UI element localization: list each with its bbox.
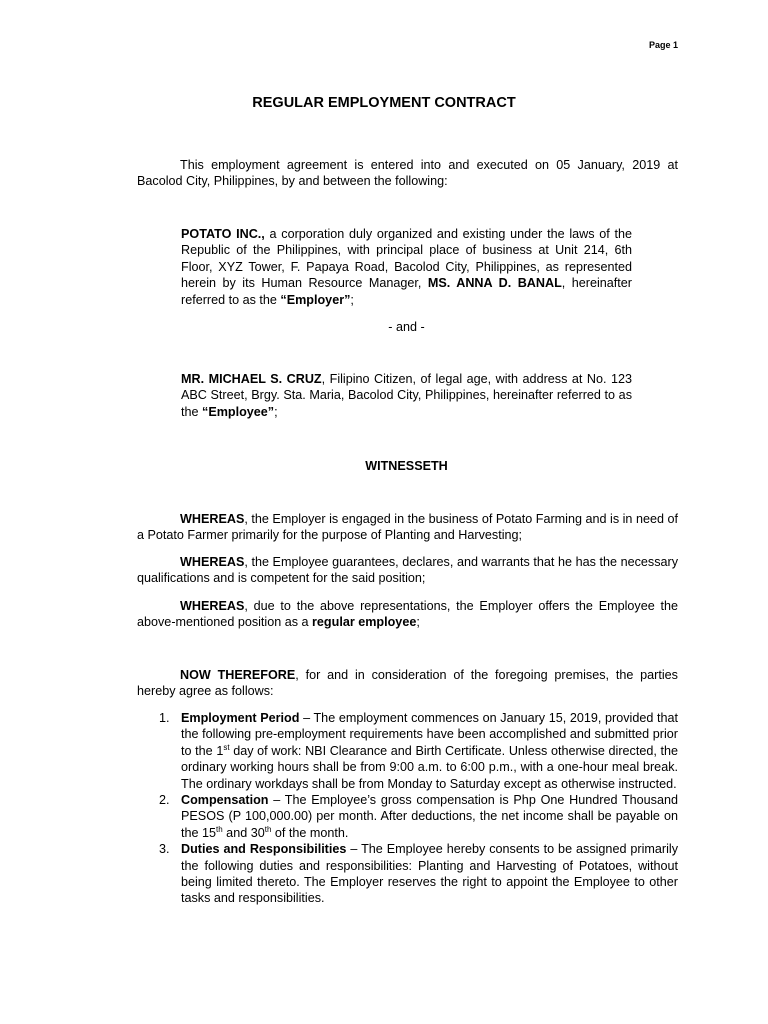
document-title: REGULAR EMPLOYMENT CONTRACT	[252, 95, 516, 111]
term-item-duties	[159, 841, 678, 907]
term-heading: Compensation	[181, 793, 269, 808]
whereas-lead: WHEREAS	[180, 555, 245, 569]
term-item-employment-period	[159, 710, 678, 792]
now-therefore-paragraph	[137, 667, 678, 700]
whereas-text: , the Employee guarantees, declares, and warrants that he has the necessary qualifications and is competent for the said position;	[137, 555, 678, 586]
term-number: 3.	[159, 842, 170, 857]
term-text-continued: and 30	[222, 825, 265, 840]
whereas-lead: WHEREAS	[180, 512, 245, 526]
employer-reference-text: , hereinafter referred to as the	[181, 276, 632, 307]
employer-manager-name: MS. ANNA D. BANAL	[427, 276, 562, 291]
whereas-text: , due to the above representations, the Employer offers the Employee the above-mentioned position as a	[137, 599, 678, 630]
and-separator: - and -	[388, 320, 425, 334]
employer-label: “Employer”	[280, 292, 351, 307]
employer-description: a corporation duly organized and existing under the laws of the Republic of the Philippines, with principal place of business at Unit 214, 6th Floor, XYZ Tower, F. Papaya Road, Bacolod City, Philippines, as represented herein by its Human Resource Manager,	[181, 227, 632, 291]
term-text: – The Employee hereby consents to be assigned primarily the following duties and responsibilities: Planting and Harvesting of Potatoes, without being limited thereto. The Employer reserves the right to appoint the Employee to other tasks and responsibilities.	[181, 842, 678, 906]
employee-end: ;	[274, 404, 278, 419]
term-text: – The Employee’s gross compensation is Php One Hundred Thousand PESOS (P 100,000.00) per month. After deductions, the net income shall be payable on the 15	[181, 793, 678, 840]
regular-employee-term: regular employee	[312, 615, 417, 630]
term-text-continued: day of work: NBI Clearance and Birth Certificate. Unless otherwise directed, the ordinary working hours shall be from 9:00 a.m. to 6:00 p.m., with a one-hour meal break. The ordinary workdays shall be from Monday to Saturday except as otherwise instructed.	[181, 743, 678, 791]
term-heading: Duties and Responsibilities	[181, 842, 347, 857]
intro-paragraph	[137, 157, 678, 190]
term-number: 1.	[159, 711, 170, 725]
witnesseth-heading: WITNESSETH	[365, 459, 448, 473]
employer-end: ;	[350, 292, 354, 307]
whereas-text: , the Employer is engaged in the business of Potato Farming and is in need of a Potato Farmer primarily for the purpose of Planting and Harvesting;	[137, 512, 678, 543]
employee-name: MR. MICHAEL S. CRUZ	[181, 372, 322, 386]
whereas-paragraph-3	[137, 598, 678, 631]
employee-description: , Filipino Citizen, of legal age, with address at No. 123 ABC Street, Brgy. Sta. Maria, Bacolod City, Philippines, hereinafter referred to as the	[181, 372, 632, 419]
employer-name: POTATO INC.,	[181, 227, 265, 241]
employee-label: “Employee”	[202, 404, 275, 419]
now-therefore-lead: NOW THEREFORE	[180, 668, 296, 682]
term-superscript: th	[264, 824, 272, 834]
term-superscript: th	[216, 824, 223, 834]
now-therefore-text: , for and in consideration of the foregoing premises, the parties hereby agree as follows:	[137, 668, 678, 699]
employer-paragraph	[181, 226, 632, 308]
term-heading: Employment Period	[181, 711, 300, 725]
whereas-paragraph-1	[137, 511, 678, 544]
whereas-paragraph-2	[137, 554, 678, 587]
whereas-end: ;	[416, 615, 420, 630]
term-text: – The employment commences on January 15, 2019, provided that the following pre-employment requirements have been accomplished and submitted prior to the 1	[181, 711, 678, 758]
term-text-end: of the month.	[271, 825, 349, 840]
term-superscript: st	[223, 742, 230, 752]
intro-text: This employment agreement is entered into and executed on 05 January, 2019 at Bacolod City, Philippines, by and between the following:	[137, 158, 678, 189]
employee-paragraph	[181, 371, 632, 420]
whereas-lead: WHEREAS	[180, 599, 245, 613]
term-item-compensation	[159, 792, 678, 841]
term-number: 2.	[159, 793, 170, 808]
terms-list	[159, 710, 678, 907]
page-number: Page 1	[648, 40, 678, 50]
